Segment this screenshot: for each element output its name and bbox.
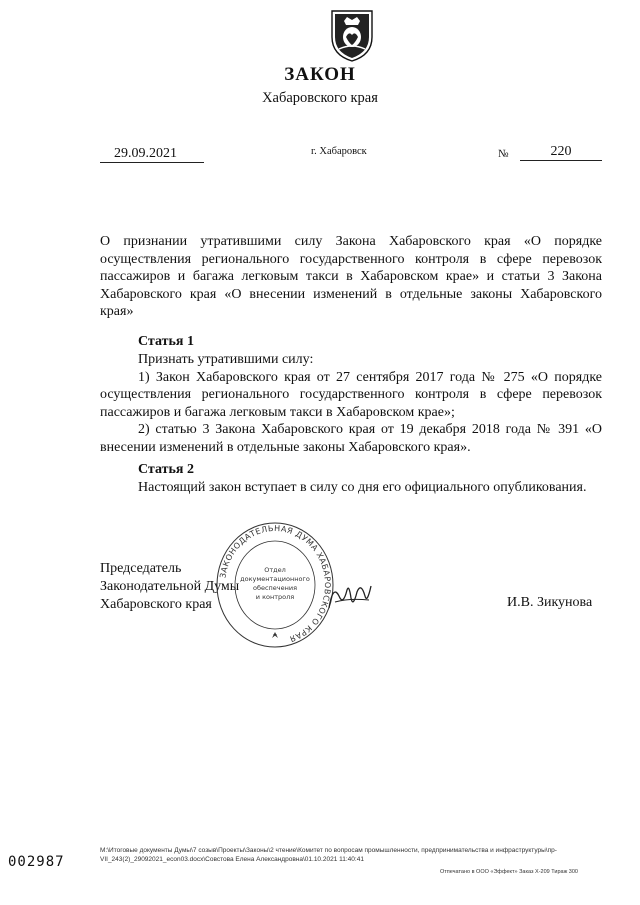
article-1-lead: Признать утратившими силу: [138, 352, 314, 367]
stamp-star-icon [272, 632, 278, 638]
printer-note: Отпечатано в ООО «Эффект» Заказ Х-209 Тираж 300 [440, 869, 578, 875]
document-number: 220 [520, 144, 602, 161]
signatory-name: И.В. Зикунова [507, 595, 593, 610]
registration-number: 002987 [8, 854, 65, 870]
stamp-ring-text: ЗАКОНОДАТЕЛЬНАЯ ДУМА ХАБАРОВСКОГО КРАЯ [218, 523, 333, 644]
signatory-line-3: Хабаровского края [100, 597, 212, 612]
document-title: ЗАКОН [284, 64, 356, 85]
signatory-line-1: Председатель [100, 561, 182, 576]
document-date: 29.09.2021 [100, 146, 204, 163]
document-city: г. Хабаровск [311, 146, 367, 157]
law-subject: О признании утратившими силу Закона Хабаровского края «О порядке осуществления регионального государственного контроля в сфере перевозок пассажиров и багажа легковым такси в Хабаровском крае» и статьи 3 Закона Хабаровского края «О внесении изменений в отдельные законы Хабаровского края» [100, 234, 602, 319]
stamp-center-1: Отдел [264, 566, 286, 574]
stamp-center-4: и контроля [255, 593, 295, 601]
article-1-item-1: 1) Закон Хабаровского края от 27 сентября 2017 года № 275 «О порядке осуществления регионального государственного контроля в сфере перевозок пассажиров и багажа легковым такси в Хабаровском крае»; [100, 369, 602, 420]
handwritten-signature [325, 578, 375, 616]
article-2-body [100, 479, 602, 497]
article-1-body [100, 351, 602, 456]
official-stamp [215, 520, 335, 650]
number-sign: № [498, 148, 509, 160]
signatory-line-2: Законодательной Думы [100, 579, 240, 594]
file-path: M:\Итоговые документы Думы\7 созыв\Проекты\Законы\2 чтение\Комитет по вопросам промышленности, предпринимательства и инфраструктуры\пр-VII_243(2)_29092021_econ03.docx\Совстова Елена Александровна\01.10.2021 11:40:41 [100, 847, 557, 863]
article-1-heading: Статья 1 [138, 334, 194, 349]
article-2-text: Настоящий закон вступает в силу со дня его официального опубликования. [138, 480, 587, 495]
coat-of-arms-icon [329, 7, 375, 63]
article-2-heading: Статья 2 [138, 462, 194, 477]
article-1-item-2: 2) статью 3 Закона Хабаровского края от 19 декабря 2018 года № 391 «О внесении изменений в отдельные законы Хабаровского края». [100, 422, 602, 455]
stamp-center-2: документационного [240, 575, 310, 583]
document-subtitle: Хабаровского края [262, 90, 378, 106]
stamp-center-3: обеспечения [252, 584, 298, 592]
